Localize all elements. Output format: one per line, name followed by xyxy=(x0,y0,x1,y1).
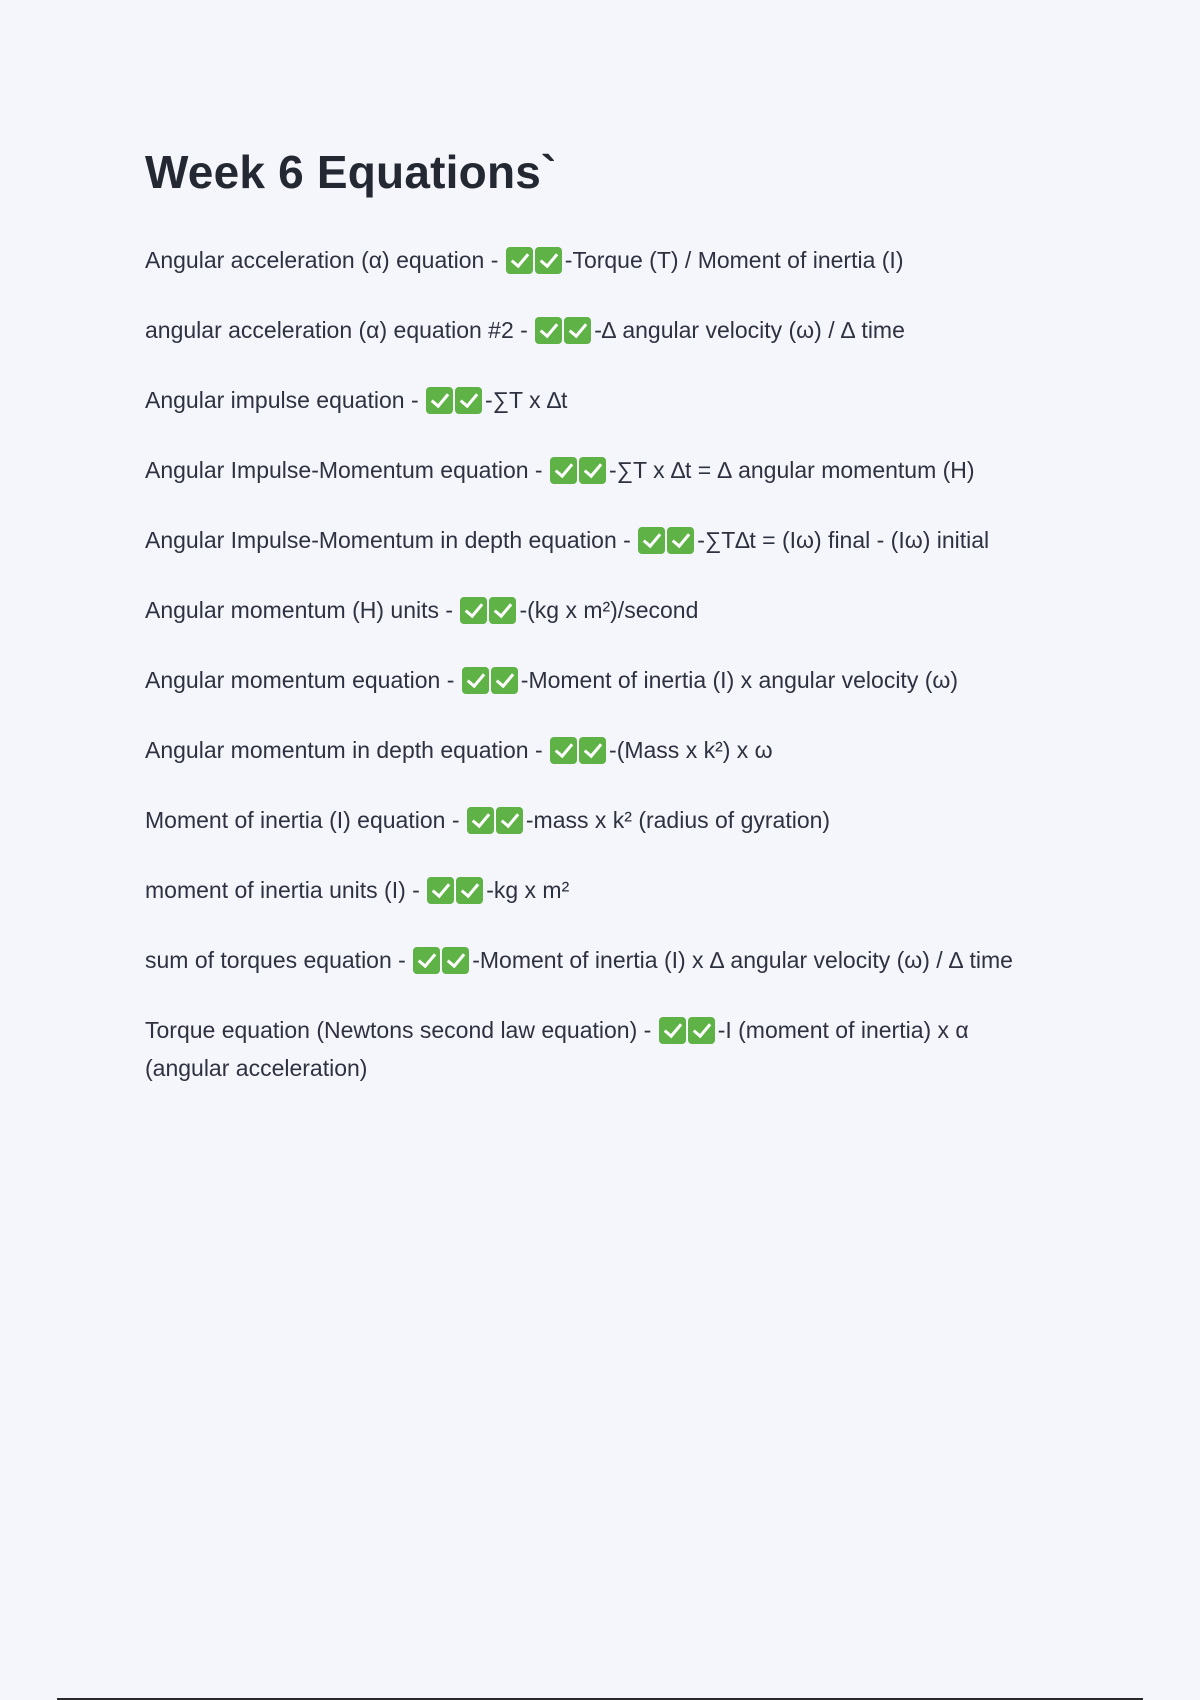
entry-term: Angular momentum equation - xyxy=(145,667,461,693)
check-mark-icon xyxy=(659,1017,686,1044)
entry-definition: -Torque (T) / Moment of inertia (I) xyxy=(564,247,904,273)
check-mark-icon xyxy=(456,877,483,904)
list-item xyxy=(145,1014,1045,1084)
list-item xyxy=(145,524,1045,562)
check-marks xyxy=(550,737,608,772)
check-marks xyxy=(659,1017,717,1052)
check-mark-icon xyxy=(413,947,440,974)
entry-term: Angular impulse equation - xyxy=(145,387,425,413)
entry-definition: -∑T∆t = (Iω) final - (Iω) initial xyxy=(697,527,990,553)
entry-definition: -I (moment of inertia) x α (angular acceleration) xyxy=(145,1017,969,1081)
check-mark-icon xyxy=(564,317,591,344)
check-mark-icon xyxy=(550,737,577,764)
document-page xyxy=(145,140,1045,1116)
entry-term: moment of inertia units (I) - xyxy=(145,877,427,903)
list-item xyxy=(145,664,1045,702)
entry-definition: -Moment of inertia (I) x angular velocity (ω) xyxy=(520,667,958,693)
check-mark-icon xyxy=(427,877,454,904)
check-mark-icon xyxy=(506,247,533,274)
check-marks xyxy=(462,667,520,702)
list-item xyxy=(145,804,1045,842)
check-marks xyxy=(413,947,471,982)
check-marks xyxy=(426,387,484,422)
entry-definition: -(Mass x k²) x ω xyxy=(609,737,773,763)
check-mark-icon xyxy=(460,597,487,624)
check-mark-icon xyxy=(496,807,523,834)
entry-term: Angular Impulse-Momentum equation - xyxy=(145,457,549,483)
entry-definition: -∆ angular velocity (ω) / ∆ time xyxy=(594,317,905,343)
entry-term: Torque equation (Newtons second law equation) - xyxy=(145,1017,658,1043)
entry-definition: -∑T x ∆t xyxy=(485,387,568,413)
entry-list xyxy=(145,244,1045,1084)
entry-definition: -kg x m² xyxy=(486,877,570,903)
list-item xyxy=(145,734,1045,772)
page-title: Week 6 Equations` xyxy=(145,146,557,198)
entry-term: angular acceleration (α) equation #2 - xyxy=(145,317,535,343)
check-mark-icon xyxy=(579,737,606,764)
list-item xyxy=(145,594,1045,632)
check-mark-icon xyxy=(688,1017,715,1044)
check-marks xyxy=(550,457,608,492)
check-mark-icon xyxy=(579,457,606,484)
entry-term: Moment of inertia (I) equation - xyxy=(145,807,466,833)
list-item xyxy=(145,244,1045,282)
entry-term: Angular Impulse-Momentum in depth equation - xyxy=(145,527,638,553)
entry-term: sum of torques equation - xyxy=(145,947,413,973)
check-mark-icon xyxy=(467,807,494,834)
check-mark-icon xyxy=(535,317,562,344)
list-item xyxy=(145,944,1045,982)
check-mark-icon xyxy=(442,947,469,974)
check-marks xyxy=(535,317,593,352)
entry-term: Angular acceleration (α) equation - xyxy=(145,247,505,273)
entry-term: Angular momentum in depth equation - xyxy=(145,737,550,763)
check-mark-icon xyxy=(489,597,516,624)
check-mark-icon xyxy=(535,247,562,274)
check-mark-icon xyxy=(426,387,453,414)
check-mark-icon xyxy=(667,527,694,554)
list-item xyxy=(145,454,1045,492)
entry-definition: -(kg x m²)/second xyxy=(519,597,699,623)
list-item xyxy=(145,314,1045,352)
check-marks xyxy=(467,807,525,842)
check-mark-icon xyxy=(455,387,482,414)
check-marks xyxy=(427,877,485,912)
check-mark-icon xyxy=(550,457,577,484)
check-mark-icon xyxy=(491,667,518,694)
check-marks xyxy=(506,247,564,282)
list-item xyxy=(145,874,1045,912)
check-mark-icon xyxy=(462,667,489,694)
check-mark-icon xyxy=(638,527,665,554)
entry-definition: -∑T x ∆t = ∆ angular momentum (H) xyxy=(608,457,975,483)
entry-definition: -mass x k² (radius of gyration) xyxy=(525,807,831,833)
check-marks xyxy=(638,527,696,562)
list-item xyxy=(145,384,1045,422)
entry-definition: -Moment of inertia (I) x ∆ angular velocity (ω) / ∆ time xyxy=(472,947,1013,973)
entry-term: Angular momentum (H) units - xyxy=(145,597,460,623)
check-marks xyxy=(460,597,518,632)
